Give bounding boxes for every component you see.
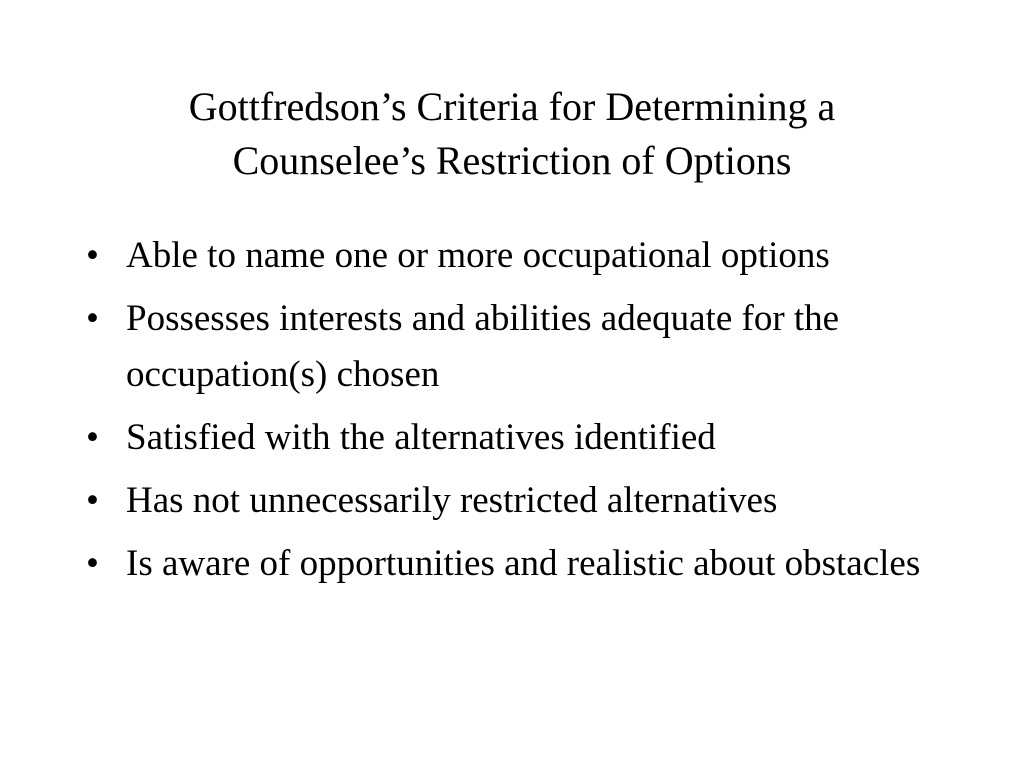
bullet-text: Has not unnecessarily restricted alternatives [126,480,778,521]
bullet-text: Able to name one or more occupational options [126,235,830,276]
bullet-item-2 [86,291,966,403]
bullet-item-1 [86,228,966,284]
slide-title [60,80,964,188]
bullet-item-5 [86,536,966,592]
bullet-text: Is aware of opportunities and realistic about obstacles [126,543,921,584]
bullet-marker: • [86,543,99,584]
slide-title-line-1: Gottfredson’s Criteria for Determining a [188,84,836,129]
slide-title-line-2: Counselee’s Restriction of Options [232,138,792,183]
bullet-marker: • [86,480,99,521]
bullet-marker: • [86,417,99,458]
bullet-text: Satisfied with the alternatives identified [126,417,716,458]
bullet-marker: • [86,298,99,339]
bullet-marker: • [86,235,99,276]
bullet-list [86,228,966,599]
bullet-item-3 [86,410,966,466]
bullet-text: Possesses interests and abilities adequate for the occupation(s) chosen [126,298,840,395]
bullet-item-4 [86,473,966,529]
